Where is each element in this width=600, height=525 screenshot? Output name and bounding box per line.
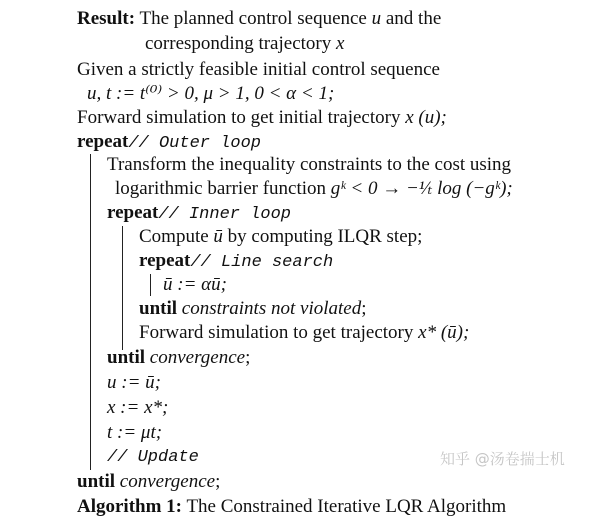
outer-loop-bar [90, 154, 91, 470]
result-text: and the [381, 8, 442, 29]
barrier-line [115, 178, 513, 200]
caption-label: Algorithm 1: [77, 496, 183, 517]
result-text: corresponding trajectory [145, 33, 336, 54]
math-x: x [335, 33, 345, 54]
keyword-repeat: repeat [77, 131, 129, 152]
inner-repeat-line [107, 202, 291, 226]
compute-line [139, 226, 422, 248]
caption-text: The Constrained Iterative LQR Algorithm [186, 496, 507, 517]
semicolon: ; [245, 347, 251, 368]
compute-text: by computing ILQR step; [222, 226, 423, 247]
comment: // Line search [190, 253, 334, 272]
compute-text: Compute [139, 226, 214, 247]
inner-until-line [107, 347, 250, 369]
update-comment: // Update [107, 448, 199, 467]
keyword-repeat: repeat [107, 202, 159, 223]
semicolon: ; [361, 298, 367, 319]
result-text: The planned control sequence [139, 8, 372, 29]
assign-t: t := μt; [107, 422, 163, 443]
keyword-until: until [139, 298, 178, 319]
math-u: u [371, 8, 382, 29]
forward-line [139, 322, 469, 344]
watermark: 知乎 @汤卷揣士机 [440, 450, 565, 468]
until-condition: constraints not violated [181, 298, 362, 319]
outer-until-line [77, 471, 220, 493]
forward-math: x (u); [405, 107, 447, 128]
given-line: Given a strictly feasible initial control sequence [77, 59, 440, 80]
algorithm-caption [77, 496, 506, 518]
keyword-until: until [77, 471, 116, 492]
transform-line: Transform the inequality constraints to the cost using [107, 154, 512, 175]
forward-text: Forward simulation to get trajectory [139, 322, 419, 343]
keyword-until: until [107, 347, 146, 368]
result-line-2 [145, 33, 344, 55]
keyword-repeat: repeat [139, 250, 191, 271]
assign-u: u := ū; [107, 372, 161, 393]
forward-math: x* (ū); [418, 322, 470, 343]
until-condition: convergence [119, 471, 216, 492]
result-label: Result: [77, 8, 136, 29]
line-search-bar [150, 274, 151, 296]
forward-text: Forward simulation to get initial trajectory [77, 107, 406, 128]
comment: // Inner loop [158, 205, 291, 224]
outer-repeat-line [77, 131, 261, 155]
assign-x: x := x*; [107, 397, 169, 418]
ls-repeat-line [139, 250, 333, 274]
barrier-text: logarithmic barrier function [115, 178, 331, 199]
inner-loop-bar [122, 226, 123, 350]
math-ubar: ū [213, 226, 223, 247]
given-params: u, t := t⁽⁰⁾ > 0, μ > 1, 0 < α < 1; [87, 83, 335, 104]
ls-update: ū := αū; [163, 274, 227, 295]
semicolon: ; [215, 471, 221, 492]
ls-until-line [139, 298, 367, 320]
forward-init-line [77, 107, 447, 129]
barrier-math: gᵏ < 0 → −¹⁄ₜ log (−gᵏ); [330, 178, 513, 199]
until-condition: convergence [149, 347, 246, 368]
result-line [77, 8, 441, 30]
comment: // Outer loop [128, 134, 261, 153]
